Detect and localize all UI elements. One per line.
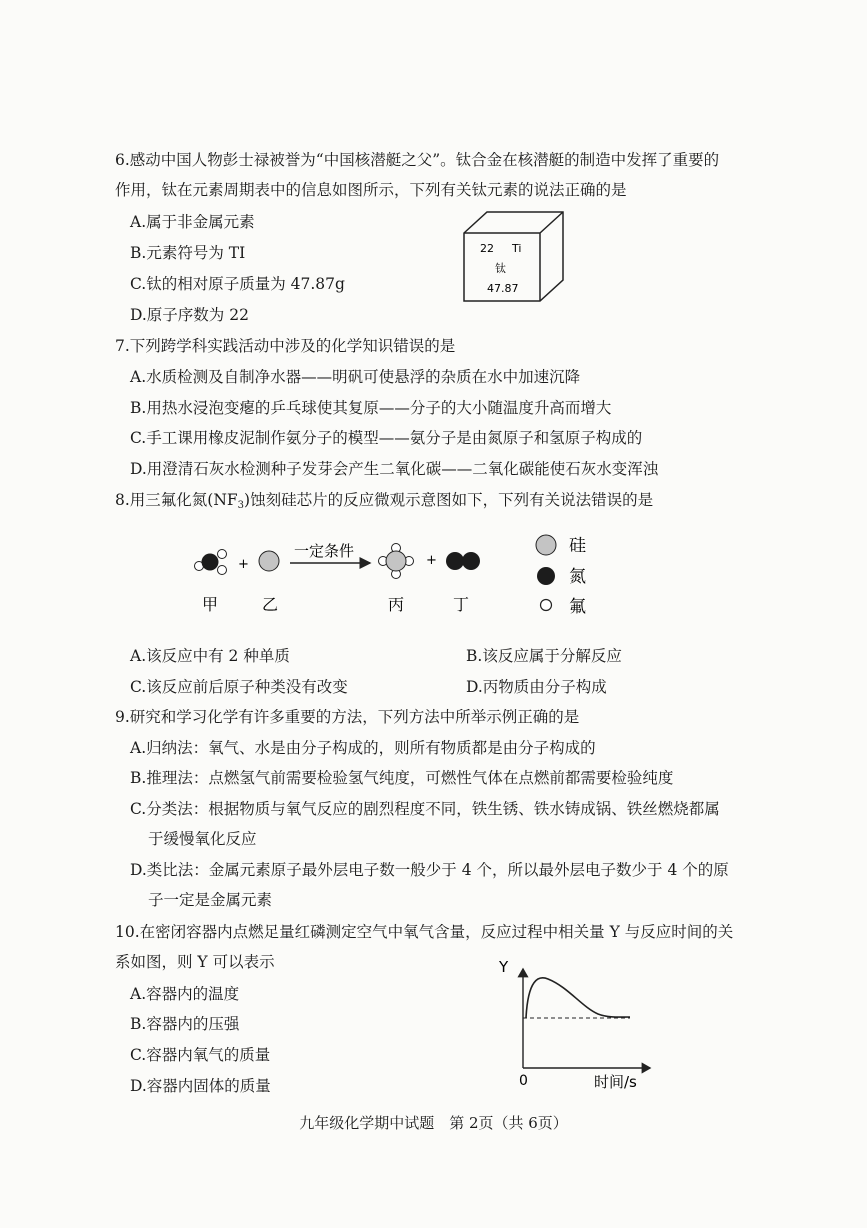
reaction-condition: 一定条件 (294, 542, 355, 560)
label-jia: 甲 (202, 595, 219, 614)
q10-option-a: A.容器内的温度 (130, 985, 240, 1003)
graph-origin: 0 (519, 1073, 528, 1089)
y-time-graph (490, 955, 660, 1090)
q6-stem-line-1: 6.感动中国人物彭士禄被誉为“中国核潜艇之父”。钛合金在核潜艇的制造中发挥了重要的 (115, 151, 720, 169)
molecule-n2 (446, 552, 480, 570)
plus-sign-2: + (426, 553, 437, 568)
q7-option-b: B.用热水浸泡变瘪的乒乓球使其复原——分子的大小随温度升高而增大 (130, 399, 612, 417)
q7-option-c: C.手工课用橡皮泥制作氨分子的模型——氨分子是由氮原子和氢原子构成的 (130, 429, 643, 447)
q7-option-a: A.水质检测及自制净水器——明矾可使悬浮的杂质在水中加速沉降 (130, 368, 581, 386)
q10-stem-line-1: 10.在密闭容器内点燃足量红磷测定空气中氧气含量，反应过程中相关量 Y 与反应时间的关 (115, 923, 734, 941)
plus-sign-1: + (238, 557, 249, 572)
label-yi: 乙 (262, 595, 279, 614)
molecule-nf3 (195, 550, 227, 575)
legend-nitrogen-label: 氮 (569, 567, 586, 587)
legend-silicon-marker (536, 535, 556, 555)
q6-option-b: B.元素符号为 TI (130, 244, 246, 262)
x-axis-label: 时间/s (594, 1073, 637, 1090)
q7-stem: 7.下列跨学科实践活动中涉及的化学知识错误的是 (115, 337, 456, 355)
y-curve (526, 978, 630, 1018)
legend-fluorine-marker (541, 600, 552, 611)
q10-option-c: C.容器内氧气的质量 (130, 1046, 271, 1064)
legend-nitrogen-marker (537, 567, 555, 585)
page-footer: 九年级化学期中试题 第 2页（共 6页） (299, 1114, 568, 1132)
q8-option-b: B.该反应属于分解反应 (466, 647, 622, 665)
y-axis-label: Y (499, 958, 509, 976)
q9-option-b: B.推理法：点燃氢气前需要检验氢气纯度，可燃性气体在点燃前都需要检验纯度 (130, 769, 674, 787)
q9-option-d: D.类比法：金属元素原子最外层电子数一般少于 4 个，所以最外层电子数少于 4 个的原 (130, 861, 729, 879)
label-ding: 丁 (453, 595, 470, 614)
legend-silicon-label: 硅 (569, 536, 586, 556)
q9-option-a: A.归纳法：氧气、水是由分子构成的，则所有物质都是由分子构成的 (130, 739, 596, 757)
q10-option-b: B.容器内的压强 (130, 1015, 240, 1033)
q9-option-c-cont: 于缓慢氧化反应 (148, 830, 257, 848)
q10-stem-line-2: 系如图，则 Y 可以表示 (115, 953, 275, 971)
q9-option-c: C.分类法：根据物质与氧气反应的剧烈程度不同，铁生锈、铁水铸成锅、铁丝燃烧都属 (130, 800, 720, 818)
label-bing: 丙 (388, 595, 405, 614)
q7-option-d: D.用澄清石灰水检测种子发芽会产生二氧化碳——二氧化碳能使石灰水变浑浊 (130, 460, 659, 478)
legend-fluorine-label: 氟 (569, 597, 586, 617)
q9-option-d-cont: 子一定是金属元素 (148, 891, 273, 909)
q6-stem-line-2: 作用，钛在元素周期表中的信息如图所示，下列有关钛元素的说法正确的是 (115, 181, 627, 199)
q8-stem: 8.用三氟化氮$(NF_3)$蚀刻硅芯片的反应微观示意图如下，下列有关说法错误的是 (115, 491, 654, 511)
molecule-sif4 (379, 544, 414, 579)
q6-option-d: D.原子序数为 22 (130, 306, 249, 324)
q10-option-d: D.容器内固体的质量 (130, 1077, 271, 1095)
q8-option-a: A.该反应中有 2 种单质 (130, 647, 290, 665)
element-mass: 47.87 (487, 282, 519, 295)
element-symbol: Ti (512, 242, 522, 255)
titanium-element-card (462, 210, 567, 305)
reaction-diagram (180, 528, 610, 620)
molecule-si (259, 551, 279, 571)
q6-option-a: A.属于非金属元素 (130, 213, 255, 231)
element-number: 22 (480, 242, 494, 255)
q6-option-c: C.钛的相对原子质量为 47.87g (130, 275, 345, 293)
q9-stem: 9.研究和学习化学有许多重要的方法，下列方法中所举示例正确的是 (115, 708, 580, 726)
q8-option-c: C.该反应前后原子种类没有改变 (130, 678, 348, 696)
q8-option-d: D.丙物质由分子构成 (466, 678, 607, 696)
element-name: 钛 (495, 262, 506, 275)
